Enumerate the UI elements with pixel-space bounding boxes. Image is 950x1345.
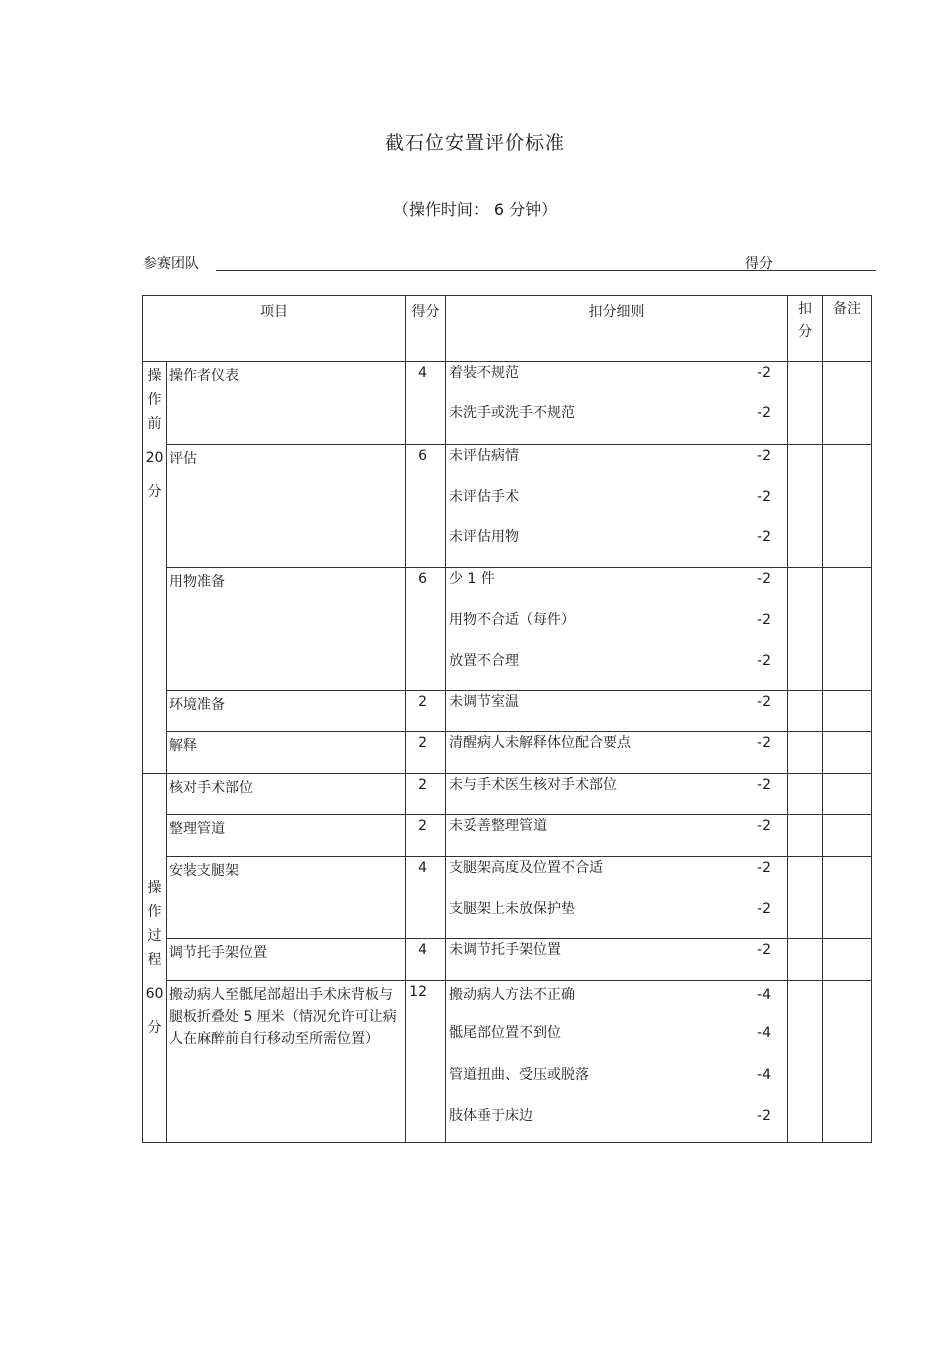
deduction-points: -2: [757, 777, 771, 793]
deduction-text: 未洗手或洗手不规范: [449, 405, 575, 421]
section-char: 作: [147, 904, 162, 920]
section-char: 过: [147, 928, 162, 944]
section-char: 前: [147, 416, 162, 432]
note-cell[interactable]: [823, 568, 872, 691]
deduct-cell[interactable]: [788, 445, 823, 568]
header-deduct-line1: 扣: [798, 301, 812, 317]
evaluation-table: [142, 295, 872, 1143]
deduction-points: -4: [757, 1025, 771, 1041]
deduction-text: 未评估病情: [449, 448, 519, 464]
deduction-line: [449, 775, 771, 795]
deduction-points: -2: [757, 489, 771, 505]
deduction-line: [449, 610, 771, 630]
deduction-line: [449, 527, 771, 547]
item-score: 6: [406, 568, 446, 691]
note-cell[interactable]: [823, 939, 872, 981]
note-cell[interactable]: [823, 774, 872, 815]
page-title: 截石位安置评价标准: [384, 132, 565, 154]
section-char: 操: [147, 880, 162, 896]
deduction-points: -2: [757, 612, 771, 628]
item-name: 整理管道: [167, 815, 406, 857]
deduction-line: [449, 816, 771, 836]
deduction-line: [449, 1065, 771, 1085]
item-name: 解释: [167, 732, 406, 774]
section-char: 作: [147, 392, 162, 408]
table-row: [143, 691, 872, 732]
table-row: [143, 981, 872, 1143]
item-score: 2: [406, 732, 446, 774]
deduction-points: -4: [757, 987, 771, 1003]
deduction-line: [449, 1023, 771, 1043]
deduct-cell[interactable]: [788, 939, 823, 981]
deduction-details: [446, 857, 788, 939]
deduction-details: [446, 732, 788, 774]
header-score: 得分: [406, 296, 446, 362]
header-deduct-line2: 分: [798, 324, 812, 340]
deduct-cell[interactable]: [788, 362, 823, 445]
table-row: [143, 568, 872, 691]
item-name: 操作者仪表: [167, 362, 406, 445]
deduction-line: [449, 985, 771, 1005]
operation-time: （操作时间： 6 分钟）: [392, 200, 558, 219]
table-row: [143, 857, 872, 939]
item-name: 调节托手架位置: [167, 939, 406, 981]
deduct-cell[interactable]: [788, 857, 823, 939]
item-name: 环境准备: [167, 691, 406, 732]
deduction-points: -2: [757, 405, 771, 421]
deduction-line: [449, 1106, 771, 1126]
item-name: 安装支腿架: [167, 857, 406, 939]
item-name: 用物准备: [167, 568, 406, 691]
item-score: 6: [406, 445, 446, 568]
deduction-text: 放置不合理: [449, 653, 519, 669]
deduction-text: 未妥善整理管道: [449, 818, 547, 834]
deduction-text: 用物不合适（每件）: [449, 612, 575, 628]
item-score: 2: [406, 815, 446, 857]
deduction-text: 少 1 件: [449, 571, 495, 587]
section-pre-operation: [143, 362, 167, 774]
note-cell[interactable]: [823, 732, 872, 774]
table-header-row: [143, 296, 872, 362]
deduction-details: [446, 774, 788, 815]
deduction-details: [446, 362, 788, 445]
section-char: 程: [147, 952, 162, 968]
deduction-line: [449, 858, 771, 878]
deduction-points: -2: [757, 571, 771, 587]
deduction-text: 支腿架高度及位置不合适: [449, 860, 603, 876]
deduction-details: [446, 815, 788, 857]
item-score: 12: [406, 981, 446, 1143]
header-deduct: [788, 296, 823, 362]
deduction-details: [446, 691, 788, 732]
deduction-details: [446, 939, 788, 981]
deduction-text: 清醒病人未解释体位配合要点: [449, 735, 631, 751]
team-label: 参赛团队: [143, 256, 199, 272]
item-score: 4: [406, 939, 446, 981]
deduct-cell[interactable]: [788, 691, 823, 732]
deduct-cell[interactable]: [788, 981, 823, 1143]
deduction-text: 未评估手术: [449, 489, 519, 505]
table-row: [143, 732, 872, 774]
deduction-points: -2: [757, 735, 771, 751]
table-row: [143, 445, 872, 568]
deduction-line: [449, 363, 771, 383]
deduction-points: -2: [757, 901, 771, 917]
deduction-line: [449, 733, 771, 753]
deduction-points: -2: [757, 1108, 771, 1124]
deduction-text: 未评估用物: [449, 529, 519, 545]
deduction-text: 骶尾部位置不到位: [449, 1025, 561, 1041]
note-cell[interactable]: [823, 445, 872, 568]
item-score: 4: [406, 857, 446, 939]
deduction-line: [449, 403, 771, 423]
section-char: 20: [145, 450, 164, 466]
table-row: [143, 815, 872, 857]
item-score: 2: [406, 774, 446, 815]
item-score: 2: [406, 691, 446, 732]
deduct-cell[interactable]: [788, 732, 823, 774]
section-char: 60: [145, 986, 164, 1002]
deduction-line: [449, 651, 771, 671]
team-score-row: [143, 253, 808, 275]
section-char: 操: [147, 368, 162, 384]
deduction-text: 着装不规范: [449, 365, 519, 381]
deduction-details: [446, 981, 788, 1143]
team-name-blank[interactable]: [216, 270, 876, 271]
deduction-line: [449, 940, 771, 960]
deduct-cell[interactable]: [788, 568, 823, 691]
deduction-points: -2: [757, 653, 771, 669]
score-blank[interactable]: [780, 270, 805, 271]
note-cell[interactable]: [823, 815, 872, 857]
item-score: 4: [406, 362, 446, 445]
deduction-points: -4: [757, 1067, 771, 1083]
deduction-text: 未调节室温: [449, 694, 519, 710]
deduction-points: -2: [757, 448, 771, 464]
item-name: 核对手术部位: [167, 774, 406, 815]
header-item: 项目: [143, 296, 406, 362]
table-row: [143, 362, 872, 445]
deduct-cell[interactable]: [788, 815, 823, 857]
deduction-line: [449, 569, 771, 589]
note-cell[interactable]: [823, 981, 872, 1143]
deduction-points: -2: [757, 860, 771, 876]
note-cell[interactable]: [823, 691, 872, 732]
deduction-points: -2: [757, 818, 771, 834]
deduction-text: 未与手术医生核对手术部位: [449, 777, 617, 793]
deduction-line: [449, 899, 771, 919]
deduct-cell[interactable]: [788, 774, 823, 815]
table-row: [143, 939, 872, 981]
deduction-text: 未调节托手架位置: [449, 942, 561, 958]
deduction-text: 搬动病人方法不正确: [449, 987, 575, 1003]
score-label: 得分: [745, 256, 773, 272]
section-char: 分: [147, 484, 162, 500]
section-operation-process: [143, 774, 167, 1143]
deduction-text: 管道扭曲、受压或脱落: [449, 1067, 589, 1083]
deduction-line: [449, 446, 771, 466]
deduction-line: [449, 487, 771, 507]
deduction-points: -2: [757, 942, 771, 958]
item-name: 搬动病人至骶尾部超出手术床背板与腿板折叠处 5 厘米（情况允许可让病人在麻醉前自行移动至所需位置）: [167, 981, 406, 1143]
deduction-line: [449, 692, 771, 712]
note-cell[interactable]: [823, 362, 872, 445]
deduction-points: -2: [757, 694, 771, 710]
note-cell[interactable]: [823, 857, 872, 939]
header-note: 备注: [823, 296, 872, 362]
deduction-details: [446, 568, 788, 691]
item-name: 评估: [167, 445, 406, 568]
deduction-text: 肢体垂于床边: [449, 1108, 533, 1124]
deduction-details: [446, 445, 788, 568]
deduction-text: 支腿架上未放保护垫: [449, 901, 575, 917]
section-char: 分: [147, 1020, 162, 1036]
header-detail: 扣分细则: [446, 296, 788, 362]
deduction-points: -2: [757, 529, 771, 545]
table-row: [143, 774, 872, 815]
deduction-points: -2: [757, 365, 771, 381]
